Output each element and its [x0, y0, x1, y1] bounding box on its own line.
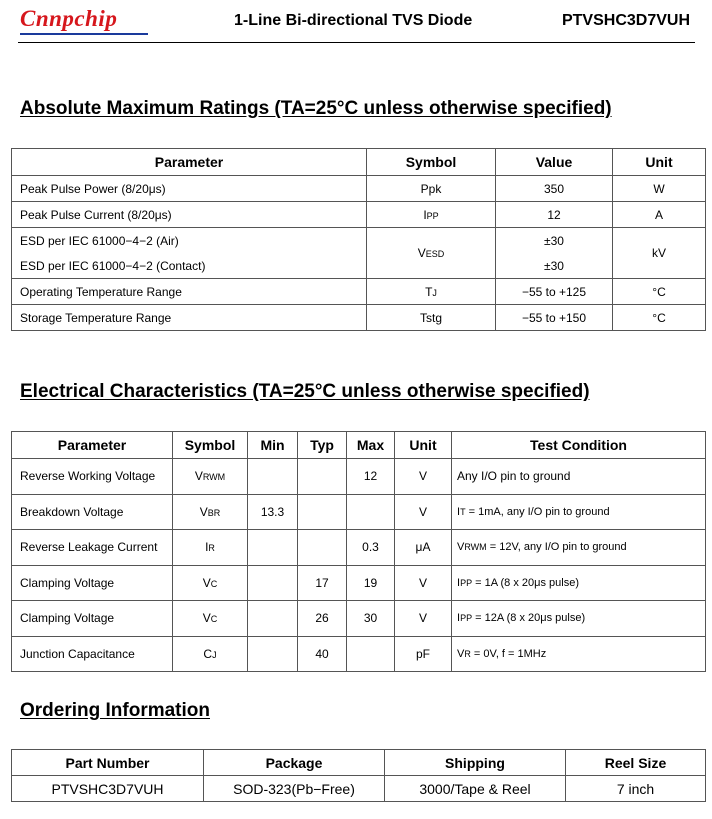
table-header-row [12, 750, 706, 776]
min-cell: 13.3 [248, 494, 298, 530]
package-cell: SOD-323(Pb−Free) [204, 776, 385, 802]
value-cell: ±30 [496, 253, 613, 279]
column-header: Reel Size [566, 750, 706, 776]
logo-underline [20, 33, 148, 35]
min-cell [248, 459, 298, 495]
unit-cell: °C [613, 279, 706, 305]
typ-cell: 17 [298, 565, 347, 601]
table-row [12, 202, 706, 228]
header-part-number: PTVSHC3D7VUH [561, 12, 690, 29]
parameter-cell: Reverse Leakage Current [12, 530, 173, 566]
value-cell: ±30 [496, 228, 613, 254]
parameter-cell: ESD per IEC 61000−4−2 (Air) [12, 228, 367, 254]
column-header: Symbol [173, 432, 248, 459]
section-title-amr: Absolute Maximum Ratings (TA=25°C unless otherwise specified) [20, 98, 612, 119]
parameter-cell: Reverse Working Voltage [12, 459, 173, 495]
electrical-characteristics-table [11, 431, 706, 672]
parameter-cell: Junction Capacitance [12, 636, 173, 672]
column-header: Parameter [12, 149, 367, 176]
test-condition-cell: VRWM = 12V, any I/O pin to ground [452, 530, 706, 566]
max-cell: 30 [347, 601, 395, 637]
table-row [12, 636, 706, 672]
table-row [12, 459, 706, 495]
max-cell [347, 636, 395, 672]
column-header: Unit [395, 432, 452, 459]
test-condition-cell: VR = 0V, f = 1MHz [452, 636, 706, 672]
table-header-row [12, 149, 706, 176]
value-cell: 12 [496, 202, 613, 228]
symbol-cell: Tstg [367, 305, 496, 331]
unit-cell: V [395, 565, 452, 601]
table-row [12, 228, 706, 254]
page-header [0, 0, 712, 44]
symbol-cell: VC [173, 565, 248, 601]
document-title: 1-Line Bi-directional TVS Diode [234, 12, 473, 29]
min-cell [248, 636, 298, 672]
unit-cell: A [613, 202, 706, 228]
section-title-ordering: Ordering Information [20, 700, 210, 721]
column-header: Value [496, 149, 613, 176]
parameter-cell: Storage Temperature Range [12, 305, 367, 331]
ordering-information-table [11, 749, 706, 802]
symbol-cell: Ppk [367, 176, 496, 202]
parameter-cell: Peak Pulse Power (8/20μs) [12, 176, 367, 202]
column-header: Parameter [12, 432, 173, 459]
unit-cell: °C [613, 305, 706, 331]
parameter-cell: Clamping Voltage [12, 601, 173, 637]
value-cell: 350 [496, 176, 613, 202]
symbol-cell: VRWM [173, 459, 248, 495]
table-row [12, 253, 706, 279]
table-row [12, 530, 706, 566]
min-cell [248, 565, 298, 601]
column-header: Shipping [385, 750, 566, 776]
table-row [12, 305, 706, 331]
table-row [12, 279, 706, 305]
table-row [12, 776, 706, 802]
table-row [12, 494, 706, 530]
typ-cell [298, 459, 347, 495]
column-header: Typ [298, 432, 347, 459]
symbol-cell: CJ [173, 636, 248, 672]
unit-cell: V [395, 459, 452, 495]
symbol-cell: VBR [173, 494, 248, 530]
absolute-maximum-ratings-table [11, 148, 706, 331]
column-header: Symbol [367, 149, 496, 176]
column-header: Package [204, 750, 385, 776]
test-condition-cell: IPP = 12A (8 x 20μs pulse) [452, 601, 706, 637]
reel-size-cell: 7 inch [566, 776, 706, 802]
section-title-ec: Electrical Characteristics (TA=25°C unless otherwise specified) [20, 381, 590, 402]
typ-cell: 26 [298, 601, 347, 637]
test-condition-cell: IT = 1mA, any I/O pin to ground [452, 494, 706, 530]
parameter-cell: Peak Pulse Current (8/20μs) [12, 202, 367, 228]
column-header: Max [347, 432, 395, 459]
table-row [12, 565, 706, 601]
typ-cell [298, 494, 347, 530]
max-cell [347, 494, 395, 530]
header-divider [18, 42, 695, 43]
symbol-cell: TJ [367, 279, 496, 305]
value-cell: −55 to +125 [496, 279, 613, 305]
symbol-cell: IR [173, 530, 248, 566]
unit-cell: V [395, 494, 452, 530]
parameter-cell: ESD per IEC 61000−4−2 (Contact) [12, 253, 367, 279]
unit-cell: pF [395, 636, 452, 672]
column-header: Unit [613, 149, 706, 176]
unit-cell: μA [395, 530, 452, 566]
min-cell [248, 601, 298, 637]
symbol-cell: VESD [367, 228, 496, 279]
brand-logo: Cnnpchip [20, 6, 118, 31]
unit-cell: V [395, 601, 452, 637]
symbol-cell: IPP [367, 202, 496, 228]
unit-cell: W [613, 176, 706, 202]
shipping-cell: 3000/Tape & Reel [385, 776, 566, 802]
parameter-cell: Breakdown Voltage [12, 494, 173, 530]
max-cell: 0.3 [347, 530, 395, 566]
column-header: Min [248, 432, 298, 459]
typ-cell [298, 530, 347, 566]
parameter-cell: Operating Temperature Range [12, 279, 367, 305]
unit-cell: kV [613, 228, 706, 279]
column-header: Part Number [12, 750, 204, 776]
symbol-cell: VC [173, 601, 248, 637]
max-cell: 12 [347, 459, 395, 495]
test-condition-cell: Any I/O pin to ground [452, 459, 706, 495]
parameter-cell: Clamping Voltage [12, 565, 173, 601]
value-cell: −55 to +150 [496, 305, 613, 331]
table-row [12, 601, 706, 637]
test-condition-cell: IPP = 1A (8 x 20μs pulse) [452, 565, 706, 601]
table-header-row [12, 432, 706, 459]
column-header: Test Condition [452, 432, 706, 459]
typ-cell: 40 [298, 636, 347, 672]
part-number-cell: PTVSHC3D7VUH [12, 776, 204, 802]
table-row [12, 176, 706, 202]
min-cell [248, 530, 298, 566]
max-cell: 19 [347, 565, 395, 601]
